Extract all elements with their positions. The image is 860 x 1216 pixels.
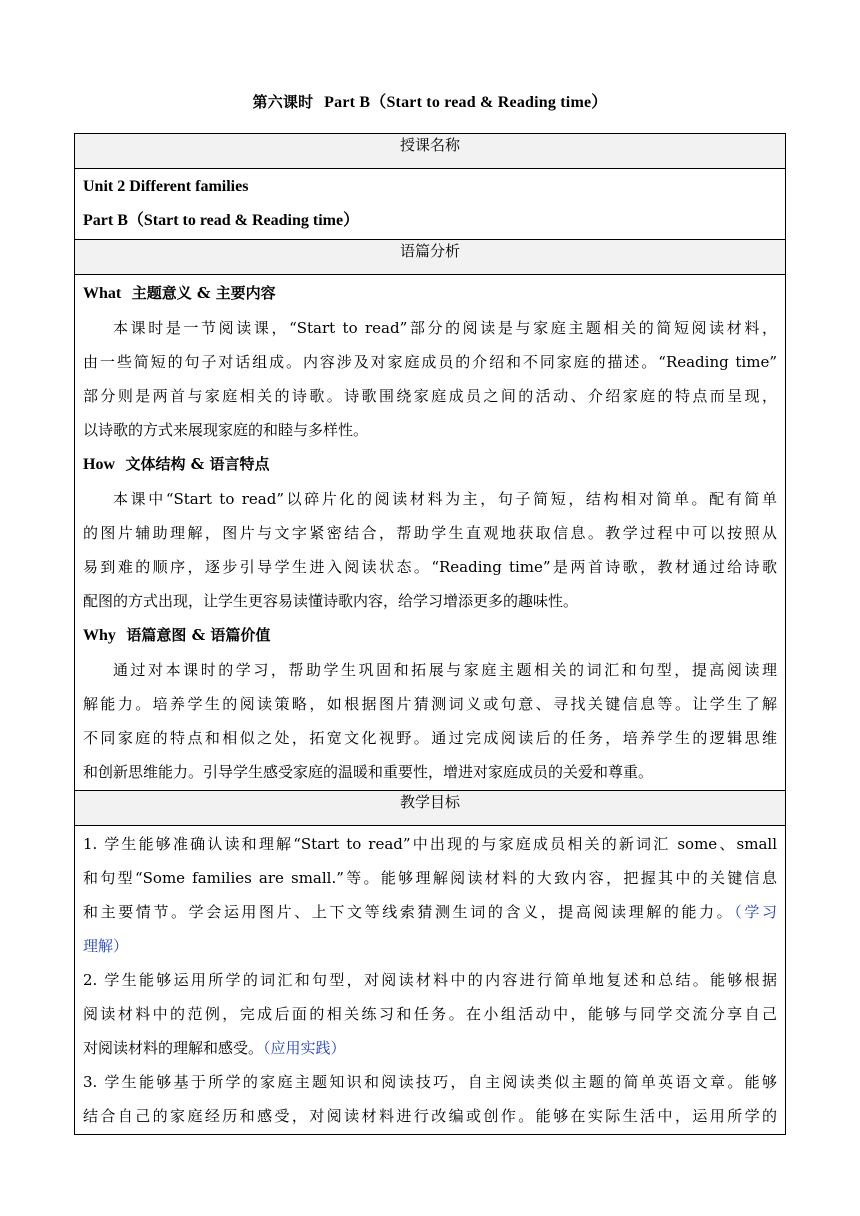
objective-2-line: 2. 学生能够运用所学的词汇和句型，对阅读材料中的内容进行简单地复述和总结。能够根据 [83, 971, 777, 989]
what-label-cn: 主题意义 & 主要内容 [131, 284, 276, 302]
objectives-header: 教学目标 [75, 791, 786, 826]
lesson-name-cell [75, 169, 786, 240]
objective-1-line: 和句型“Some families are small.”等。能够理解阅读材料的大致内容，把握其中的关键信息 [83, 869, 777, 887]
why-line: 不同家庭的特点和相似之处，拓宽文化视野。通过完成阅读后的任务，培养学生的逻辑思维 [83, 729, 777, 747]
why-line: 解能力。培养学生的阅读策略，如根据图片猜测词义或句意、寻找关键信息等。让学生了解 [83, 695, 777, 713]
objective-2-tag: （应用实践） [263, 1039, 346, 1057]
how-line: 本课中“Start to read”以碎片化的阅读材料为主，句子简短，结构相对简单。配有简单 [113, 490, 777, 508]
what-line: 由一些简短的句子对话组成。内容涉及对家庭成员的介绍和不同家庭的描述。“Reading time” [83, 353, 777, 371]
what-line: 本课时是一节阅读课，“Start to read”部分的阅读是与家庭主题相关的简短阅读材料， [113, 319, 777, 337]
title-en: Part B（Start to read & Reading time） [324, 94, 608, 111]
what-label-en: What [83, 285, 122, 302]
objective-3-line: 3. 学生能够基于所学的家庭主题知识和阅读技巧，自主阅读类似主题的简单英语文章。能够 [83, 1073, 777, 1091]
title-cn: 第六课时 [252, 93, 314, 111]
objective-2-line: 对阅读材料的理解和感受。（应用实践） [83, 1039, 346, 1057]
how-line: 配图的方式出现，让学生更容易读懂诗歌内容，给学习增添更多的趣味性。 [83, 592, 579, 610]
how-label-en: How [83, 456, 115, 473]
why-label-en: Why [83, 627, 116, 644]
objective-2-line: 阅读材料中的范例，完成后面的相关练习和任务。在小组活动中，能够与同学交流分享自己 [83, 1005, 777, 1023]
part-title: Part B（Start to read & Reading time） [83, 212, 360, 229]
how-line: 的图片辅助理解，图片与文字紧密结合，帮助学生直观地获取信息。教学过程中可以按照从 [83, 524, 777, 542]
how-line: 易到难的顺序，逐步引导学生进入阅读状态。“Reading time”是两首诗歌，教材通过给诗歌 [83, 558, 777, 576]
why-line: 通过对本课时的学习，帮助学生巩固和拓展与家庭主题相关的词汇和句型，提高阅读理 [113, 661, 777, 679]
unit-title: Unit 2 Different families [83, 178, 249, 195]
what-line: 部分则是两首与家庭相关的诗歌。诗歌围绕家庭成员之间的活动、介绍家庭的特点而呈现， [83, 387, 777, 405]
why-line: 和创新思维能力。引导学生感受家庭的温暖和重要性，增进对家庭成员的关爱和尊重。 [83, 763, 654, 781]
how-heading [83, 447, 777, 482]
why-label-cn: 语篇意图 & 语篇价值 [126, 626, 271, 644]
document-title [0, 89, 860, 112]
lesson-plan-table [74, 133, 786, 1135]
how-label-cn: 文体结构 & 语言特点 [125, 455, 270, 473]
analysis-header: 语篇分析 [75, 240, 786, 275]
objective-1-tag-tail: 理解） [83, 937, 129, 955]
objective-1-line: 和主要情节。学会运用图片、上下文等线索猜测生词的含义，提高阅读理解的能力。（学习 [83, 903, 777, 921]
lesson-name-header: 授课名称 [75, 134, 786, 169]
what-line: 以诗歌的方式来展现家庭的和睦与多样性。 [83, 421, 369, 439]
objective-1-tag: （学习 [734, 903, 777, 921]
what-heading [83, 276, 777, 311]
why-heading [83, 618, 777, 653]
objective-1-line: 1. 学生能够准确认读和理解“Start to read”中出现的与家庭成员相关的新词汇 some、small [83, 835, 777, 853]
objectives-cell [75, 826, 786, 1135]
objective-3-line: 结合自己的家庭经历和感受，对阅读材料进行改编或创作。能够在实际生活中，运用所学的 [83, 1107, 777, 1125]
analysis-cell [75, 275, 786, 791]
